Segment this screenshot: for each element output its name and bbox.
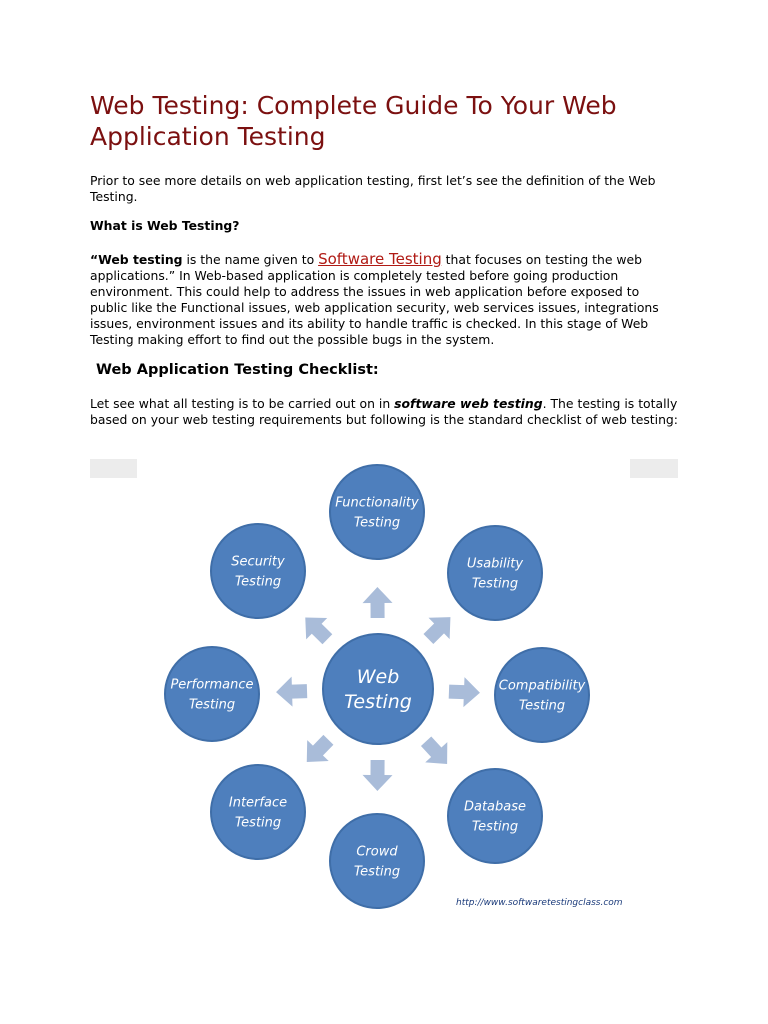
node-circle-performance: [165, 647, 259, 741]
arrow-crowd: [362, 760, 392, 791]
arrow-usability: [418, 607, 461, 650]
arrow-database: [415, 731, 458, 774]
arrow-shape-performance: [276, 676, 308, 707]
arrow-shape-usability: [418, 607, 461, 650]
hub-label-line-2: Testing: [344, 691, 412, 714]
arrow-compatibility: [448, 677, 480, 708]
checklist-intro: [90, 396, 680, 428]
node-label-performance-line-2: Testing: [188, 697, 236, 713]
node-circle-usability: [448, 526, 542, 620]
software-testing-link[interactable]: Software Testing: [318, 250, 442, 268]
node-label-functionality-line-2: Testing: [353, 515, 401, 531]
node-circle-database: [448, 769, 542, 863]
definition-text-2: that focuses on testing the web applications.” In Web-based application is completely tested before going production environment. This could help to address the issues in web application before exposed to public like the Functional issues, web application security, web services issues, integrations issues, environment issues and its ability to handle traffic is checked. In this stage of Web Testing making effort to find out the possible bugs in the system.: [90, 252, 659, 347]
node-circle-compatibility: [495, 648, 589, 742]
page-title: Web Testing: Complete Guide To Your Web Application Testing: [90, 91, 617, 151]
node-circle-crowd: [330, 814, 424, 908]
checklist-heading: Web Application Testing Checklist:: [96, 362, 379, 378]
arrow-shape-interface: [296, 729, 339, 772]
web-testing-diagram: [90, 459, 678, 914]
node-circle-interface: [211, 765, 305, 859]
definition-paragraph: [90, 251, 680, 348]
checklist-intro-text-1: Let see what all testing is to be carried out on in: [90, 396, 395, 411]
checklist-emphasis: software web testing: [394, 396, 543, 411]
hub-label-line-1: Web: [356, 666, 400, 689]
node-label-functionality-line-1: Functionality: [335, 495, 419, 511]
arrow-security: [295, 607, 338, 650]
section-question: What is Web Testing?: [90, 218, 240, 233]
hub-circle: [323, 634, 433, 744]
open-quote: “: [90, 252, 99, 267]
node-label-database-line-2: Testing: [471, 819, 519, 835]
arrow-shape-functionality: [362, 587, 392, 618]
node-circle-functionality: [330, 465, 424, 559]
definition-term: Web testing: [98, 252, 183, 267]
arrow-shape-security: [295, 607, 338, 650]
source-url: http://www.softwaretestingclass.com: [456, 898, 623, 908]
node-label-interface-line-1: Interface: [228, 795, 288, 811]
arrow-performance: [276, 676, 308, 707]
checklist-intro-text-2: . The testing is totally based on your web testing requirements but following is the standard checklist of web testing:: [90, 396, 678, 427]
arrow-shape-crowd: [362, 760, 392, 791]
definition-text-1: is the name given to: [182, 252, 319, 267]
node-label-compatibility-line-1: Compatibility: [498, 678, 586, 694]
arrow-shape-database: [415, 731, 458, 774]
node-label-compatibility-line-2: Testing: [518, 698, 566, 714]
node-label-usability-line-2: Testing: [471, 576, 519, 592]
node-label-security-line-2: Testing: [234, 574, 282, 590]
intro-paragraph: Prior to see more details on web application testing, first let’s see the definition of the Web Testing.: [90, 173, 656, 204]
node-label-security-line-1: Security: [231, 554, 285, 570]
node-circle-security: [211, 524, 305, 618]
arrow-interface: [296, 729, 339, 772]
node-label-interface-line-2: Testing: [234, 815, 282, 831]
diagram-svg: [90, 459, 678, 914]
node-label-usability-line-1: Usability: [466, 556, 524, 572]
node-label-crowd-line-2: Testing: [353, 864, 401, 880]
node-label-crowd-line-1: Crowd: [356, 844, 398, 860]
arrow-shape-compatibility: [448, 677, 480, 708]
node-label-performance-line-1: Performance: [170, 677, 254, 693]
arrow-functionality: [362, 587, 392, 618]
node-label-database-line-1: Database: [463, 799, 527, 815]
